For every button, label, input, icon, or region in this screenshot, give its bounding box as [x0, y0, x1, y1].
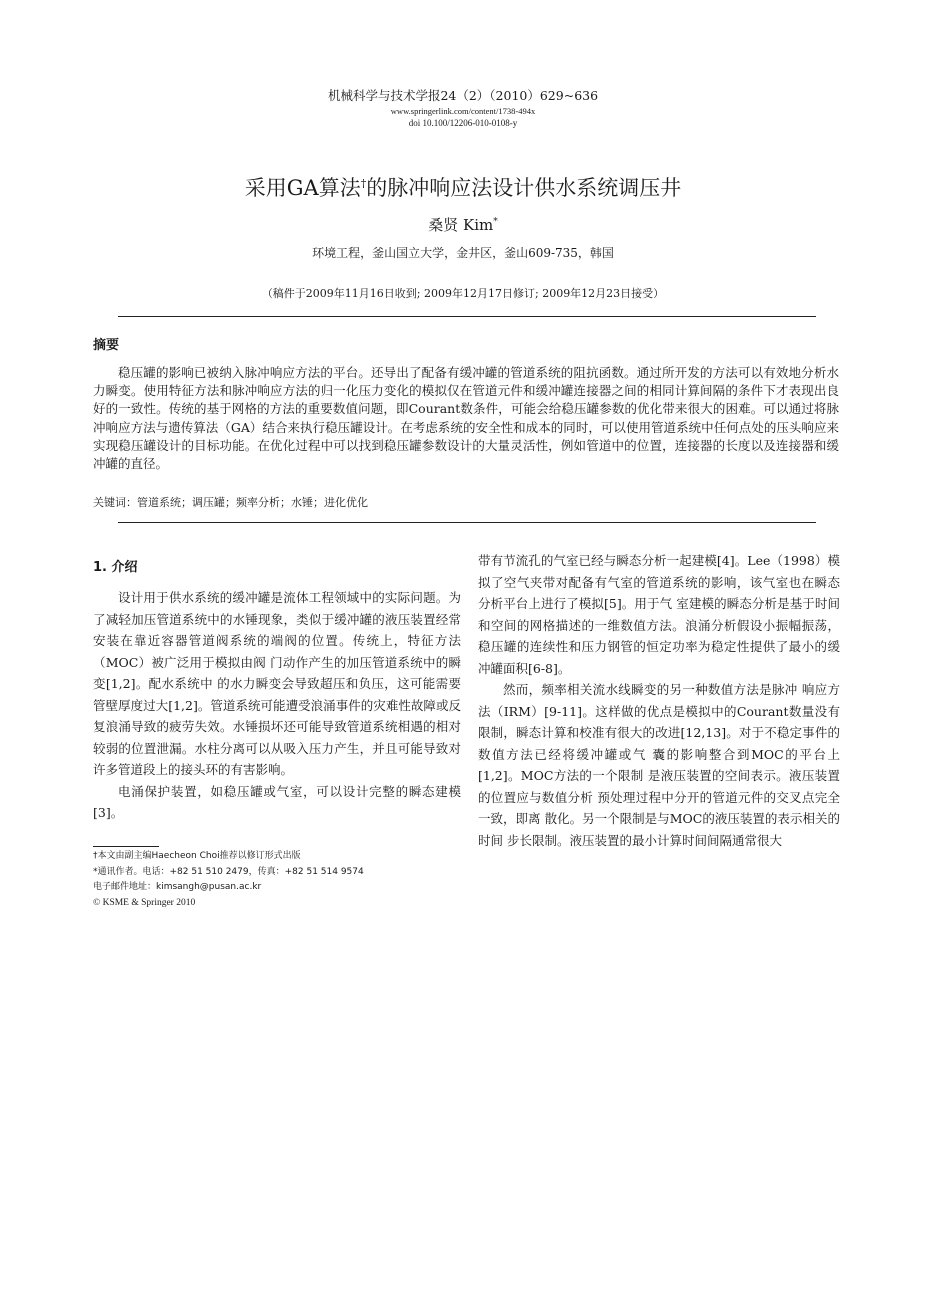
submission-dates: （稿件于2009年11月16日收到; 2009年12月17日修订; 2009年12月23日接受） — [261, 287, 665, 300]
abstract-body: 稳压罐的影响已被纳入脉冲响应方法的平台。还导出了配备有缓冲罐的管道系统的阻抗函数。通过所开发的方法可以有效地分析水力瞬变。使用特征方法和脉冲响应方法的归一化压力变化的模拟仅在管道元件和缓冲罐连接器之间的相同计算间隔的条件下才表现出良好的一致性。传统的基于网格的方法的重要数值问题，即Courant数条件，可能会给稳压罐参数的优化带来很大的困难。可以通过将脉冲响应方法与遗传算法（GA）结合来执行稳压罐设计。在考虑系统的安全性和成本的同时，可以使用管道系统中任何点处的压头响应来实现稳压罐设计的目标功能。在优化过程中可以找到稳压罐参数设计的大量灵活性，例如管道中的位置，连接器的长度以及连接器和缓冲罐的直径。 — [93, 365, 839, 472]
left-column — [93, 557, 461, 824]
affiliation: 环境工程，釜山国立大学，金井区，釜山609-735，韩国 — [312, 246, 614, 260]
section-heading-introduction: 1. 介绍 — [93, 560, 138, 575]
abstract-heading: 摘要 — [93, 338, 120, 353]
footnote-divider — [93, 846, 159, 847]
intro-paragraph-2: 电涌保护装置，如稳压罐或气室，可以设计完整的瞬态建模[3]。 — [93, 783, 461, 820]
author-line — [0, 214, 926, 235]
intro-paragraph-1: 设计用于供水系统的缓冲罐是流体工程领域中的实际问题。为了减轻加压管道系统中的水锤现象，类似于缓冲罐的液压装置经常安装在靠近容器管道阀系统的端阀的位置。传统上，特征方法（MOC）被广泛用于模拟由阀 门动作产生的加压管道系统中的瞬变[1,2]。配水系统中 的水力瞬变会导致超压和负压，这可能需要管壁厚度过大[1,2]。管道系统可能遭受浪涌事件的灾难性故障或反 复浪涌导致的疲劳失效。水锤损坏还可能导致管道系统相遇的相对较弱的位置泄漏。水柱分离可以从吸入压力产生，并且可能导致对许多管道段上的接头环的有害影响。 — [93, 590, 461, 777]
footnote-recommendation: †本文由副主编Haecheon Choi推荐以修订形式出版 — [93, 851, 301, 861]
author-name: 桑贤 Kim — [428, 216, 494, 234]
footnote-corresponding-author: *通讯作者。电话：+82 51 510 2479，传真：+82 51 514 9574 — [93, 866, 364, 877]
intro-paragraph-3: 带有节流孔的气室已经与瞬态分析一起建模[4]。Lee（1998）模拟了空气夹带对配备有气室的管道系统的影响，该气室也在瞬态分析平台上进行了模拟[5]。用于气 室建模的瞬态分析是基于时间和空间的网格描述的一维数值方法。浪涌分析假设小振幅振荡，稳压罐的连续性和压力钢管的恒定功率为稳定性提供了最小的缓冲罐面积[6-8]。 — [478, 553, 840, 676]
author-mark: * — [493, 217, 498, 227]
top-divider — [118, 316, 816, 317]
footnote-email[interactable]: 电子邮件地址：kimsangh@pusan.ac.kr — [93, 882, 262, 892]
title-text-part1: 采用GA算法 — [244, 176, 361, 200]
keywords: 关键词：管道系统；调压罐；频率分析；水锤；进化优化 — [93, 496, 368, 509]
abstract-divider — [118, 522, 816, 523]
paper-title — [0, 172, 926, 202]
footnotes — [93, 849, 461, 911]
doi-line: doi 10.100/12206-010-0108-y — [408, 118, 518, 128]
journal-citation: 机械科学与技术学报24（2）（2010）629~636 — [327, 88, 599, 103]
copyright-notice: © KSME & Springer 2010 — [93, 897, 196, 908]
title-dagger-mark: † — [360, 177, 367, 190]
intro-paragraph-4: 然而，频率相关流水线瞬变的另一种数值方法是脉冲 响应方法（IRM）[9-11]。这样做的优点是模拟中的Courant数量没有限制，瞬态计算和校准有很大的改进[12,13]。对于不稳定事件的数值方法已经将缓冲罐或气 囊的影响整合到MOC的平台上[1,2]。MOC方法的一个限制 是液压装置的空间表示。液压装置的位置应与数值分析 预处理过程中分开的管道元件的交叉点完全一致，即离 散化。另一个限制是与MOC的液压装置的表示相关的时间 步长限制。液压装置的最小计算时间间隔通常很大 — [478, 682, 840, 848]
journal-url[interactable]: www.springerlink.com/content/1738-494x — [390, 106, 536, 116]
title-text-part2: 的脉冲响应法设计供水系统调压井 — [366, 176, 682, 200]
right-column — [478, 550, 840, 851]
